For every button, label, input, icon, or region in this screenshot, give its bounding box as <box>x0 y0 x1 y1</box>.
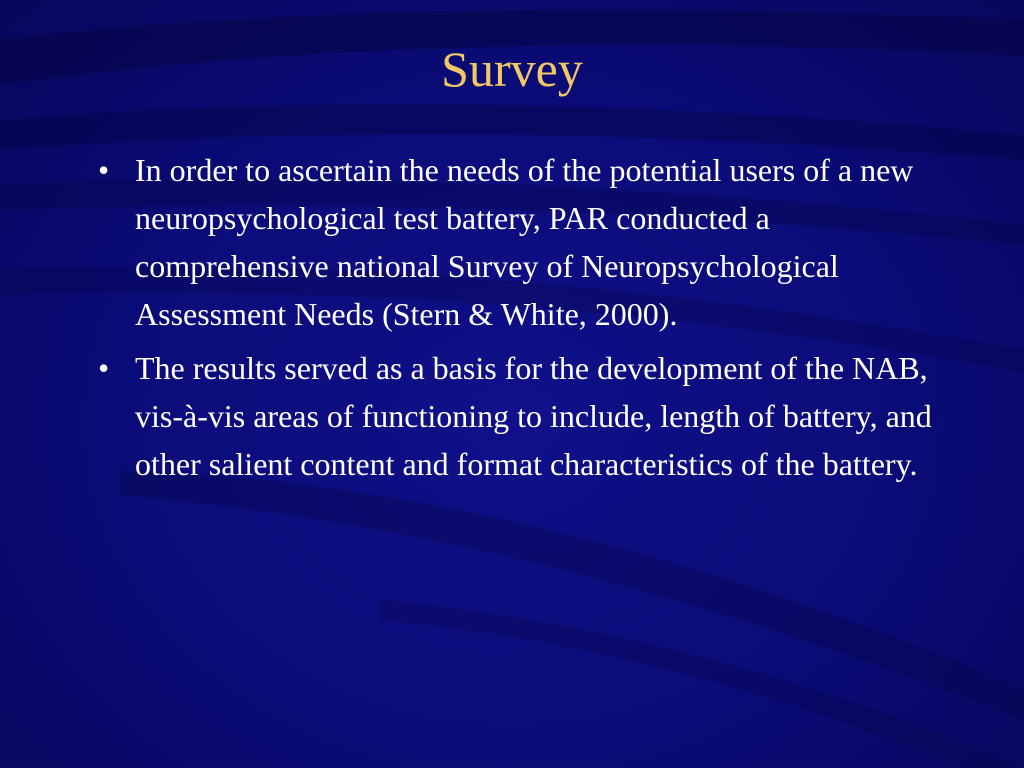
bullet-icon: • <box>98 152 110 188</box>
bullet-icon: • <box>98 350 110 386</box>
bullet-list <box>98 146 958 494</box>
bullet-item <box>98 344 958 488</box>
bullet-text: The results served as a basis for the development of the NAB, vis-à-vis areas of functioning to include, length of battery, and other salient content and format characteristics of the battery. <box>135 350 932 482</box>
slide-title: Survey <box>441 41 583 97</box>
swoosh-band <box>120 470 1024 720</box>
swoosh-band <box>380 600 1024 768</box>
bullet-text: In order to ascertain the needs of the potential users of a new neuropsychological test battery, PAR conducted a comprehensive national Survey of Neuropsychological Assessment Needs (Stern & White, 2000). <box>135 152 914 332</box>
bullet-item <box>98 146 958 338</box>
